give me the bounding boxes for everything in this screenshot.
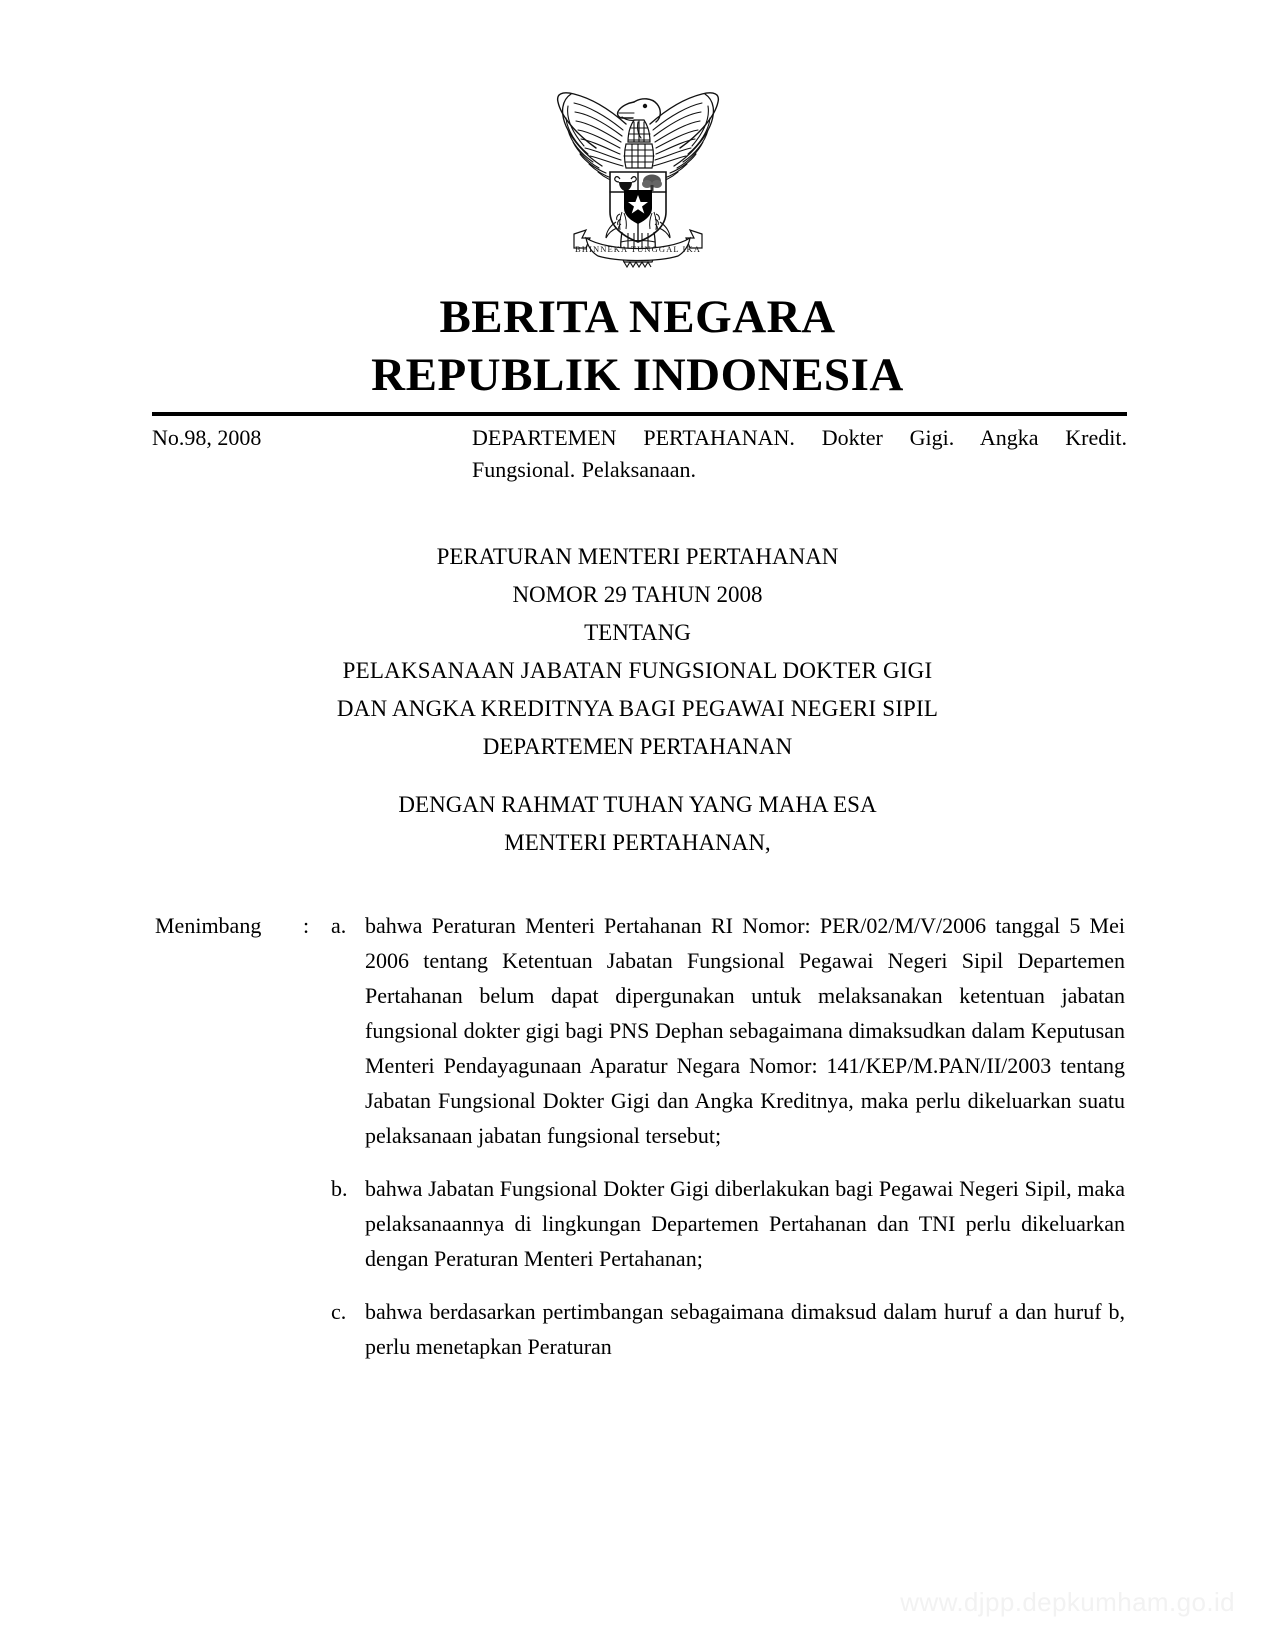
header-info-line (152, 422, 1127, 486)
regulation-title-line-3: TENTANG (584, 620, 691, 645)
minister-line: MENTERI PERTAHANAN, (504, 830, 771, 855)
masthead (150, 288, 1125, 404)
masthead-line-2: REPUBLIK INDONESIA (371, 349, 904, 401)
regulation-title-line-6: DEPARTEMEN PERTAHANAN (482, 734, 793, 759)
preamble-item-letter-c: c. (331, 1299, 347, 1324)
garuda-pancasila-emblem (538, 72, 738, 268)
regulation-title-line-1: PERATURAN MENTERI PERTAHANAN (436, 544, 839, 569)
preamble-label: Menimbang (155, 913, 262, 938)
preamble-colon: : (302, 913, 310, 938)
gazette-subject-keywords: DEPARTEMEN PERTAHANAN. Dokter Gigi. Angka Kredit. Fungsional. Pelaksanaan. (472, 425, 1127, 482)
regulation-title-block (150, 538, 1125, 862)
preamble-item-text-b: bahwa Jabatan Fungsional Dokter Gigi diberlakukan bagi Pegawai Negeri Sipil, maka pelaksanaannya di lingkungan Departemen Pertahanan dan TNI perlu dikeluarkan dengan Peraturan Menteri Pertahanan; (365, 1176, 1125, 1271)
preamble-block (155, 908, 1125, 1382)
masthead-divider-rule (152, 412, 1127, 416)
regulation-title-line-5: DAN ANGKA KREDITNYA BAGI PEGAWAI NEGERI SIPIL (336, 696, 939, 721)
preamble-item-a (155, 908, 1125, 1153)
preamble-item-text-a: bahwa Peraturan Menteri Pertahanan RI Nomor: PER/02/M/V/2006 tanggal 5 Mei 2006 tentang Ketentuan Jabatan Fungsional Pegawai Negeri Sipil Departemen Pertahanan belum dapat dipergunakan untuk melaksanakan ketentuan jabatan fungsional dokter gigi bagi PNS Dephan sebagaimana dimaksudkan dalam Keputusan Menteri Pendayagunaan Aparatur Negara Nomor: 141/KEP/M.PAN/II/2003 tentang Jabatan Fungsional Dokter Gigi dan Angka Kreditnya, maka perlu dikeluarkan suatu pelaksanaan jabatan fungsional tersebut; (365, 913, 1125, 1148)
regulation-title-line-2: NOMOR 29 TAHUN 2008 (512, 582, 763, 607)
preamble-item-letter-a: a. (331, 913, 347, 938)
emblem-motto-text: BHINNEKA TUNGGAL IKA (574, 244, 701, 254)
emblem-container (0, 72, 1275, 268)
preamble-item-b (155, 1171, 1125, 1276)
title-spacer (150, 766, 1125, 786)
invocation-line: DENGAN RAHMAT TUHAN YANG MAHA ESA (398, 792, 877, 817)
gazette-number: No.98, 2008 (152, 425, 262, 450)
preamble-item-text-c: bahwa berdasarkan pertimbangan sebagaimana dimaksud dalam huruf a dan huruf b, perlu menetapkan Peraturan (365, 1299, 1125, 1359)
footer-watermark: www.djpp.depkumham.go.id (900, 1587, 1235, 1617)
preamble-item-letter-b: b. (331, 1176, 348, 1201)
masthead-line-1: BERITA NEGARA (439, 291, 836, 343)
regulation-title-line-4: PELAKSANAAN JABATAN FUNGSIONAL DOKTER GIGI (342, 658, 933, 683)
preamble-item-c (155, 1294, 1125, 1364)
